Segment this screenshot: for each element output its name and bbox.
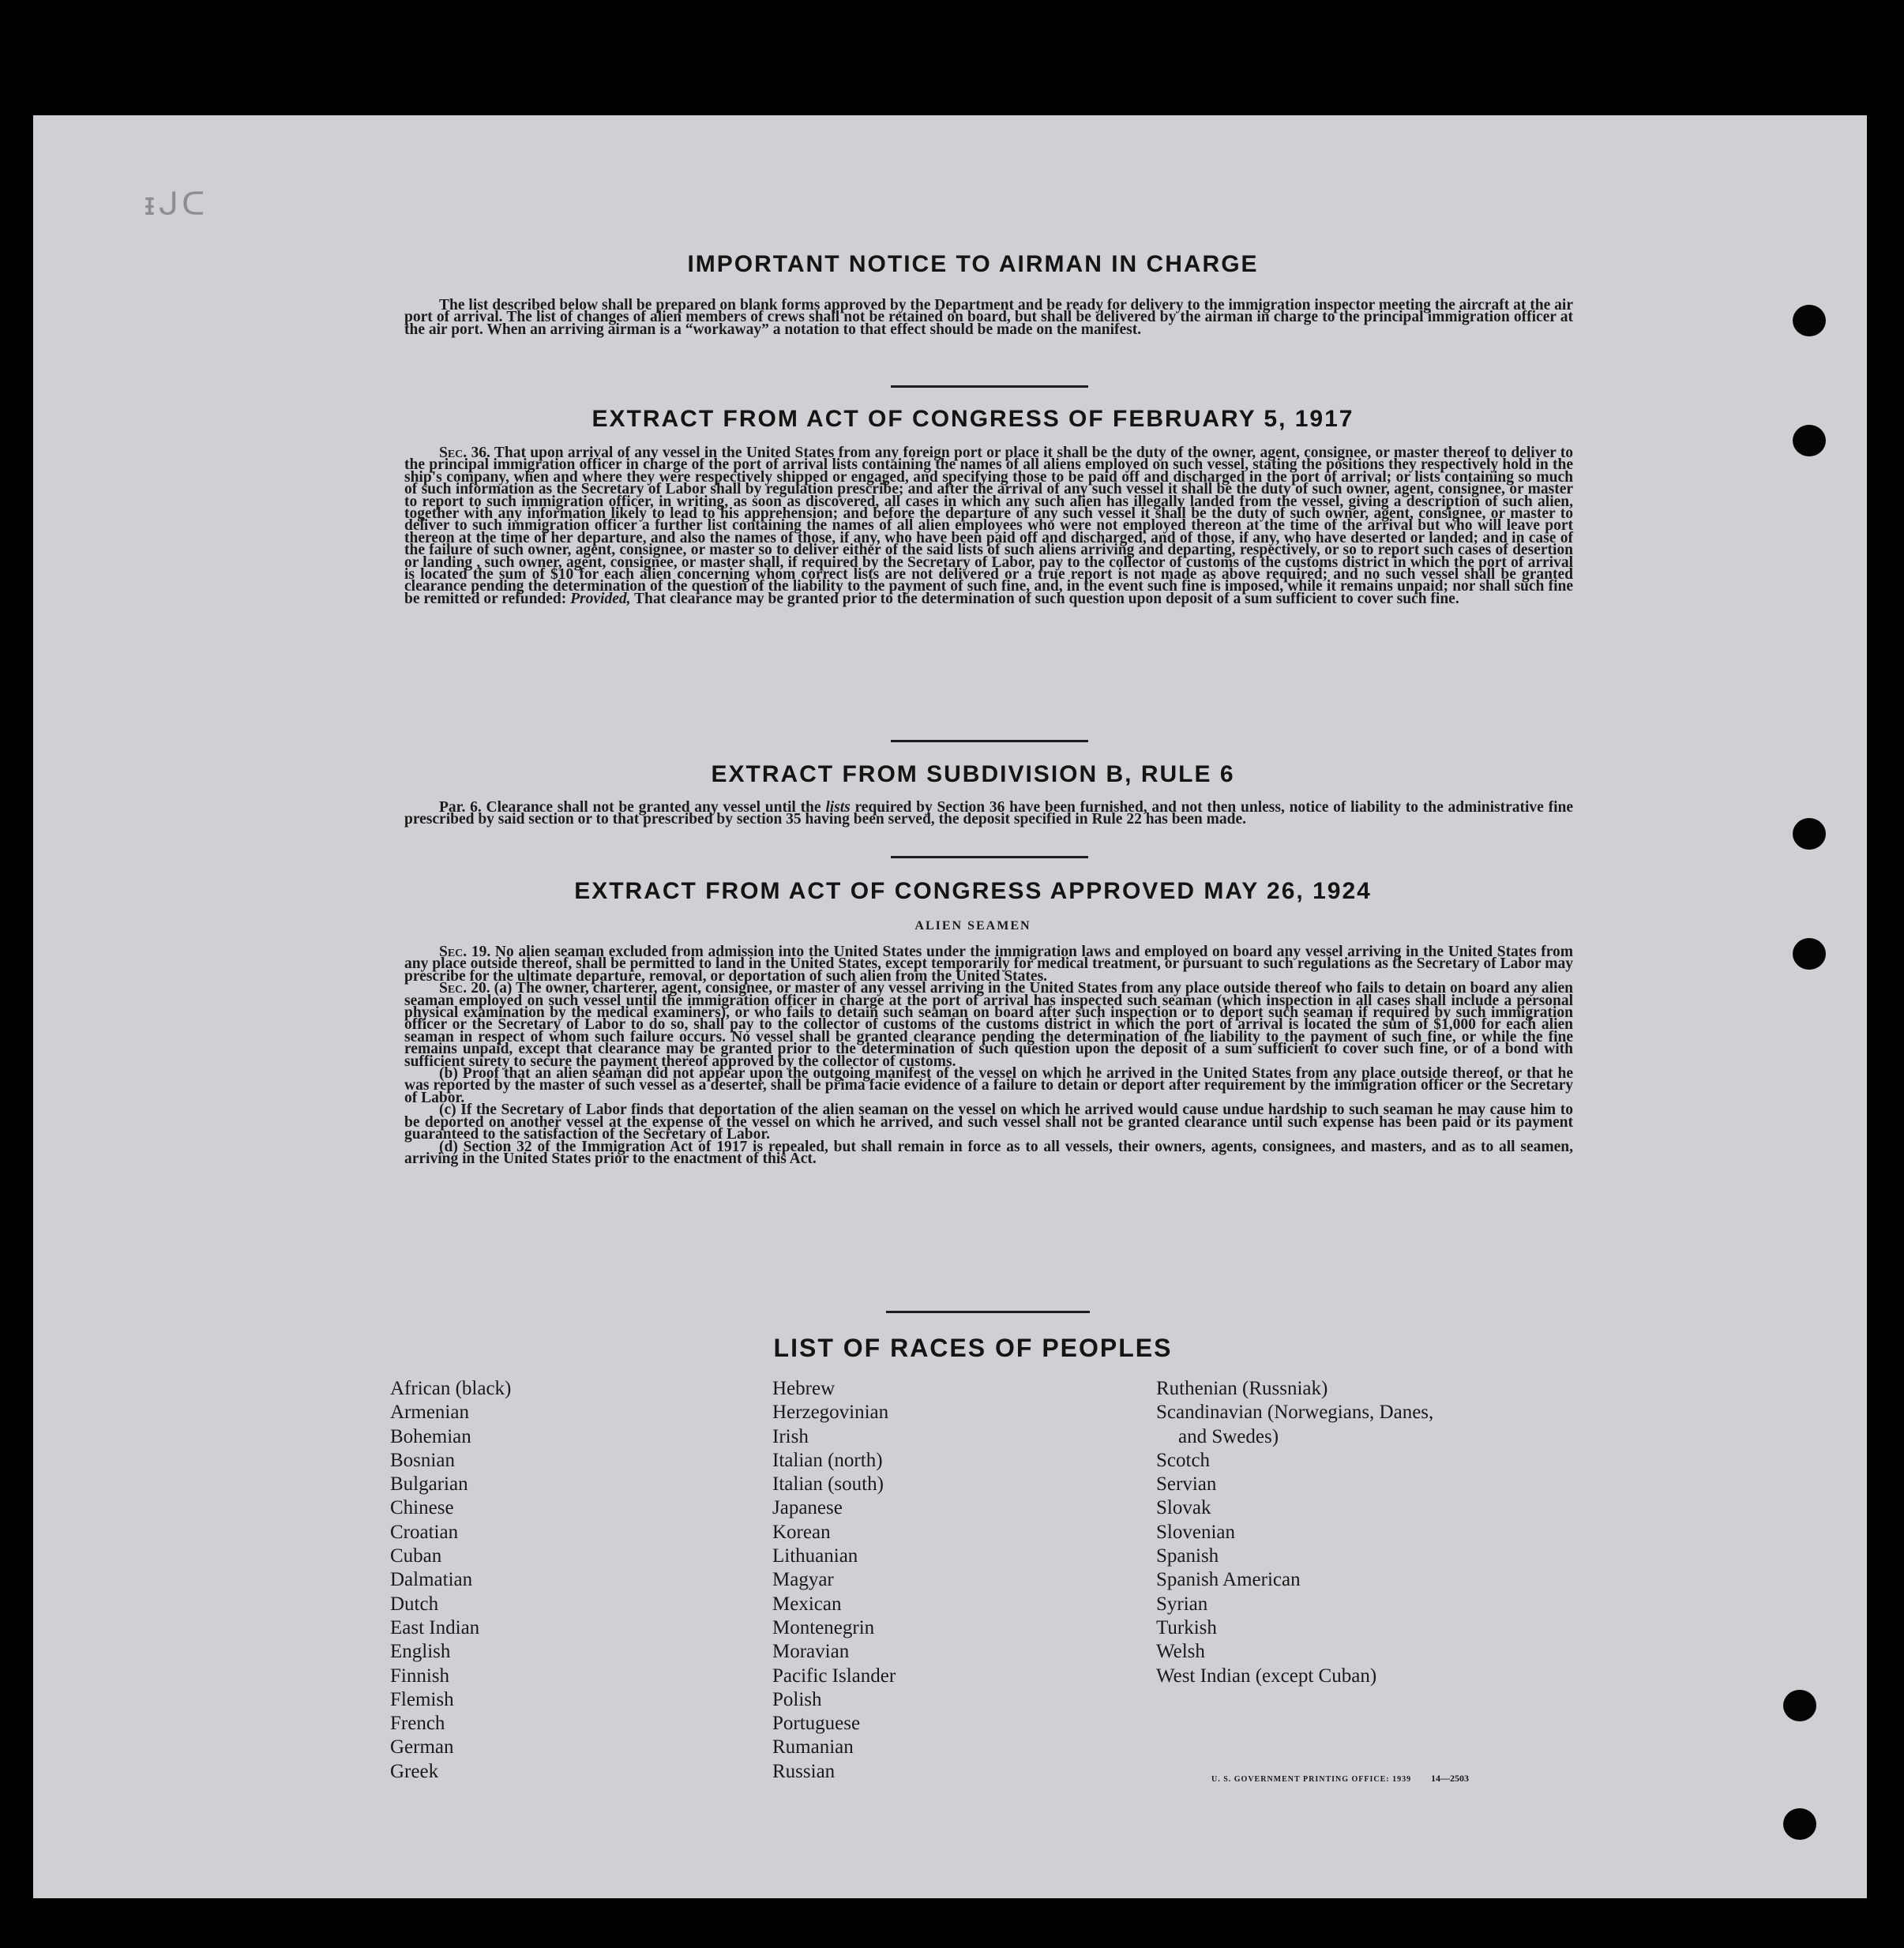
sec-20a-text: (a) The owner, charterer, agent, consignee, or master of any vessel arriving in the United States from any place outside thereof who fails to detain on board any alien seaman employed on such vessel until the immigration officer in charge at the port of arrival has inspected such seaman (which inspection in all cases shall include a personal physical examination by the medical examiners), or who fails to detain such seaman on board after such inspection or to deport such seaman if required by such immigration officer or the Secretary of Labor to do so, shall pay to the collector of customs of the customs district in which the port of arrival is located the sum of $1,000 for each alien seaman in respect of whom such failure occurs. No vessel shall be granted clearance pending the determination of the liability to the payment of such fine, or while the fine remains unpaid, except that clearance may be granted prior to the determination of such question upon the deposit of a sum sufficient to cover such fine, or of a bond with sufficient surety to secure the payment thereof approved by the collector of customs.: [404, 980, 1574, 1070]
punch-hole-icon: [1793, 818, 1826, 850]
section-divider: [891, 740, 1088, 742]
race-item: Bulgarian: [390, 1473, 468, 1496]
punch-hole-icon: [1783, 1690, 1816, 1721]
race-item: Polish: [772, 1688, 822, 1710]
rule-6-text-end: required by Section 36 have been furnished, and not then unless, notice of liability to the administrative fine prescribed by said section or to that prescribed by section 35 having been served, the deposit specified in Rule 22 has been made.: [404, 799, 1573, 828]
race-item: Korean: [772, 1521, 831, 1543]
notice-paragraph: [404, 299, 1573, 336]
race-item: Turkish: [1156, 1616, 1217, 1638]
race-item: Herzegovinian: [772, 1402, 889, 1424]
race-item: Pacific Islander: [772, 1665, 896, 1687]
race-item: West Indian (except Cuban): [1156, 1665, 1377, 1687]
race-item-continuation: and Swedes): [1178, 1425, 1279, 1447]
act-1917-paragraph: [404, 447, 1573, 605]
race-item: Cuban: [390, 1545, 442, 1567]
race-item: Servian: [1156, 1473, 1217, 1496]
race-item: Armenian: [390, 1402, 469, 1424]
race-item: German: [390, 1736, 454, 1758]
section-divider: [891, 385, 1088, 388]
rule-6-text: Par. 6. Clearance shall not be granted any vessel until the: [439, 799, 821, 816]
section-label: Sec. 19.: [439, 944, 491, 960]
races-column-1: [390, 1377, 511, 1784]
race-item: Moravian: [772, 1641, 850, 1663]
race-item: Bosnian: [390, 1449, 455, 1471]
race-item: Scandinavian (Norwegians, Danes,: [1156, 1402, 1434, 1424]
act-1917-text: That upon arrival of any vessel in the United States from any foreign port or place it shall be the duty of the owner, agent, consignee, or master thereof to deliver to the principal immigration officer in charge of the port of arrival lists containing the names of all aliens employed on such vessel, stating the positions they respectively hold in the ship's company, when and where they were respectively shipped or engaged, and specifying those to be paid off and discharged in the port of arrival; or lists containing so much of such information as the Secretary of Labor shall by regulation prescribe; and after the arrival of any such vessel it shall be the duty of such owner, agent, consignee, or master to report to such immigration officer, in writing, as soon as discovered, all cases in which any such alien has illegally landed from the vessel, giving a description of such alien, together with any information likely to lead to his apprehension; and before the departure of any such vessel it shall be the duty of such owner, agent, consignee, or master to deliver to such immigration officer a further list containing the names of all alien employees who were not employed thereon at the time of the arrival but who will leave port thereon at the time of her departure, and also the names of those, if any, who have been paid off and discharged, and of those, if any, who have deserted or landed; and in case of the failure of such owner, agent, consignee, or master so to deliver either of the said lists of such aliens arriving and departing, respectively, or so to report such cases of desertion or landing , such owner, agent, consignee, or master shall, if required by the Secretary of Labor, pay to the collector of customs of the customs district in which the port of arrival is located the sum of $10 for each alien concerning whom correct lists are not delivered or a true report is not made as above required; and no such vessel shall be granted clearance pending the determination of the question of the liability to the payment of such fine, and, in the event such fine is imposed, while it remains unpaid; nor shall such fine be remitted or refunded:: [404, 445, 1574, 607]
race-item: Dalmatian: [390, 1569, 473, 1591]
section-divider: [891, 856, 1088, 858]
race-item: Bohemian: [390, 1425, 471, 1447]
act-1917-text-end: That clearance may be granted prior to the determination of such question upon deposit of a sum sufficient to cover such fine.: [634, 590, 1459, 607]
races-title: LIST OF RACES OF PEOPLES: [773, 1334, 1173, 1362]
race-item: African (black): [390, 1378, 512, 1399]
race-item: Italian (south): [772, 1473, 884, 1496]
race-item: Mexican: [772, 1593, 842, 1615]
race-item: Irish: [772, 1425, 809, 1447]
punch-hole-icon: [1793, 425, 1826, 456]
race-item: Scotch: [1156, 1449, 1211, 1471]
race-item: Spanish American: [1156, 1569, 1301, 1591]
race-item: Portuguese: [772, 1713, 861, 1735]
race-item: Montenegrin: [772, 1616, 875, 1638]
act-1924-title: EXTRACT FROM ACT OF CONGRESS APPROVED MAY 26, 1924: [574, 878, 1372, 904]
section-label: Sec. 20.: [439, 980, 490, 997]
notice-text: The list described below shall be prepared on blank forms approved by the Department and be ready for delivery to the immigration inspector meeting the aircraft at the air port of arrival. The list of changes of alien members of crews shall not be retained on board, but shall be delivered by the airman in charge to the principal immigration officer at the air port. When an arriving airman is a “workaway” a notation to that effect should be made on the manifest.: [404, 297, 1573, 338]
document-page: [33, 115, 1867, 1898]
race-item: Ruthenian (Russniak): [1156, 1378, 1328, 1399]
form-number: 14—2503: [1431, 1773, 1469, 1784]
race-item: French: [390, 1713, 445, 1735]
act-1924-paragraphs: [404, 946, 1573, 1165]
race-item: Rumanian: [772, 1736, 854, 1758]
race-item: Slovenian: [1156, 1521, 1235, 1543]
race-item: Magyar: [772, 1569, 834, 1591]
race-item: Russian: [772, 1760, 836, 1782]
punch-hole-icon: [1793, 305, 1826, 336]
punch-hole-icon: [1793, 938, 1826, 970]
sec-19-text: No alien seaman excluded from admission into the United States under the immigration laws and employed on board any vessel arriving in the United States from any place outside thereof, shall be permitted to land in the United States, except temporarily for medical treatment, or pursuant to such regulations as the Secretary of Labor may prescribe for the ultimate departure, removal, or deportation of such alien from the United States.: [404, 944, 1574, 985]
race-item: Greek: [390, 1760, 439, 1782]
race-item: English: [390, 1641, 451, 1663]
race-item: Spanish: [1156, 1545, 1219, 1567]
printing-office-imprint: U. S. GOVERNMENT PRINTING OFFICE: 1939: [1211, 1775, 1412, 1784]
punch-hole-icon: [1783, 1808, 1816, 1840]
section-label: Sec. 36.: [439, 445, 490, 461]
race-item: Syrian: [1156, 1593, 1208, 1615]
provided-word: Provided,: [570, 590, 631, 607]
races-column-2: [772, 1377, 896, 1784]
rule-6-title: EXTRACT FROM SUBDIVISION B, RULE 6: [711, 761, 1235, 787]
act-1917-title: EXTRACT FROM ACT OF CONGRESS OF FEBRUARY 5, 1917: [591, 406, 1354, 432]
race-item: Croatian: [390, 1521, 459, 1543]
races-column-3: [1156, 1377, 1433, 1688]
lists-word: lists: [825, 799, 851, 816]
sec-20d-text: (d) Section 32 of the Immigration Act of 1917 is repealed, but shall remain in force as to all vessels, their owners, agents, consignees, and masters, and as to all seamen, arriving in the United States prior to the enactment of this Act.: [404, 1138, 1573, 1167]
race-item: Welsh: [1156, 1641, 1205, 1663]
race-item: East Indian: [390, 1616, 480, 1638]
race-item: Chinese: [390, 1497, 454, 1519]
race-item: Italian (north): [772, 1449, 883, 1471]
race-item: Japanese: [772, 1497, 843, 1519]
race-item: Hebrew: [772, 1378, 836, 1399]
handwritten-mark: ᵻᒍᑕ: [144, 186, 208, 223]
alien-seamen-subtitle: ALIEN SEAMEN: [914, 919, 1031, 933]
race-item: Finnish: [390, 1665, 450, 1687]
race-item: Lithuanian: [772, 1545, 858, 1567]
race-item: Flemish: [390, 1688, 454, 1710]
section-divider: [886, 1311, 1090, 1313]
race-item: Slovak: [1156, 1497, 1211, 1519]
notice-title: IMPORTANT NOTICE TO AIRMAN IN CHARGE: [687, 251, 1259, 277]
race-item: Dutch: [390, 1593, 439, 1615]
sec-20b-text: (b) Proof that an alien seaman did not appear upon the outgoing manifest of the vessel on which he arrived in the United States from any place outside thereof, or that he was reported by the master of such vessel as a deserter, shall be prima facie evidence of a failure to detain or deport after requirement by the immigration officer or the Secretary of Labor.: [404, 1065, 1573, 1106]
sec-20c-text: (c) If the Secretary of Labor finds that deportation of the alien seaman on the vessel on which he arrived would cause undue hardship to such seaman he may cause him to be deported on another vessel at the expense of the vessel on which he arrived, and such vessel shall not be granted clearance until such expense has been paid or its payment guaranteed to the satisfaction of the Secretary of Labor.: [404, 1102, 1573, 1143]
rule-6-paragraph: [404, 801, 1573, 826]
